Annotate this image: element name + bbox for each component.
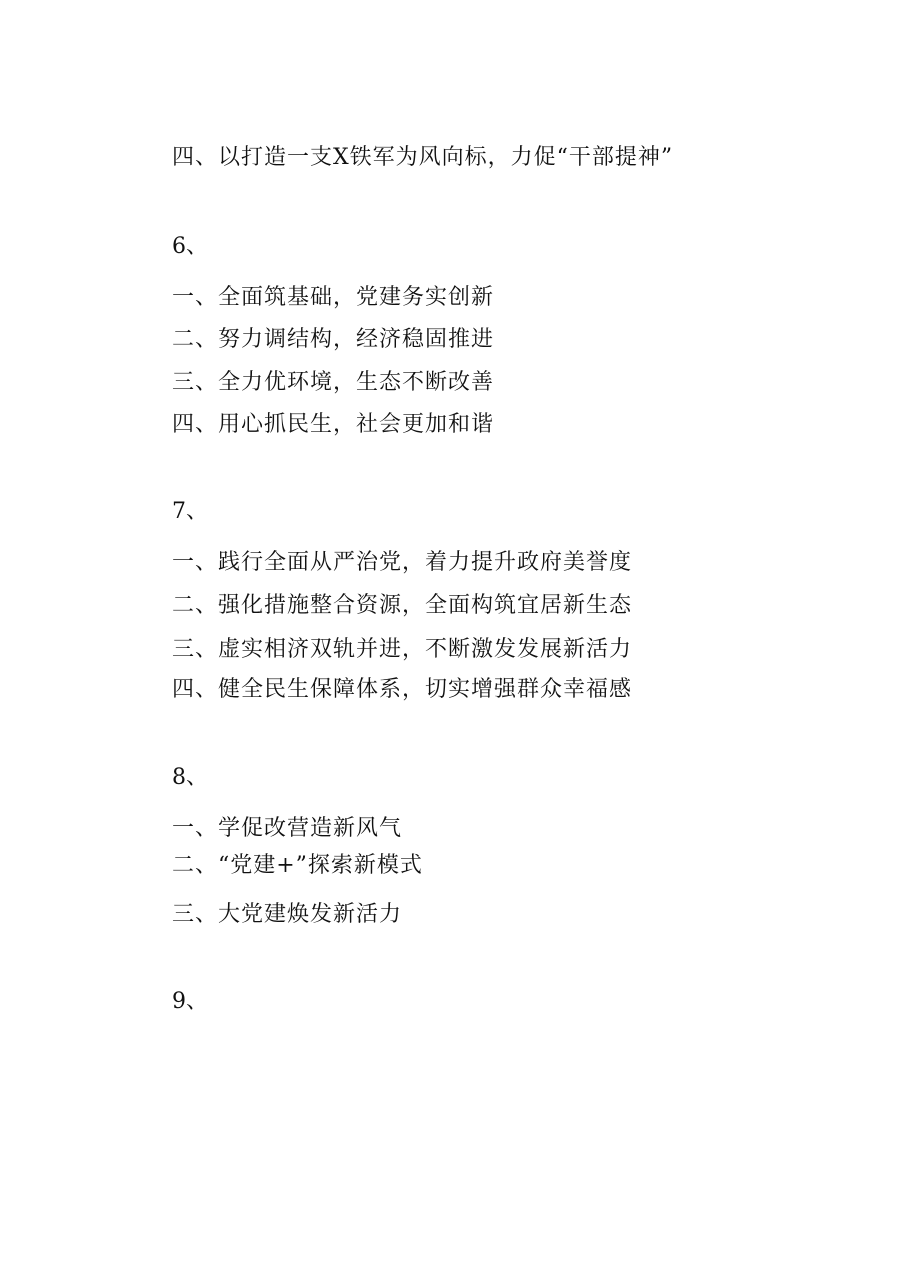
outline-item: 一、全面筑基础，党建务实创新	[172, 285, 495, 310]
outline-item: 二、强化措施整合资源，全面构筑宜居新生态	[172, 593, 633, 618]
outline-item: 三、虚实相济双轨并进，不断激发发展新活力	[172, 637, 633, 662]
outline-item: 一、践行全面从严治党，着力提升政府美誉度	[172, 550, 633, 575]
outline-item: 四、健全民生保障体系，切实增强群众幸福感	[172, 677, 633, 702]
section-number: 6、	[172, 234, 208, 259]
outline-item: 三、大党建焕发新活力	[172, 902, 403, 927]
section-number: 8、	[172, 765, 208, 790]
outline-item: 一、学促改营造新风气	[172, 816, 403, 841]
outline-item: 二、努力调结构，经济稳固推进	[172, 327, 495, 352]
section-number: 7、	[172, 499, 208, 524]
section-number: 9、	[172, 989, 208, 1014]
outline-item: 四、以打造一支X铁军为风向标，力促“干部提神”	[172, 145, 674, 170]
outline-item: 三、全力优环境，生态不断改善	[172, 370, 495, 395]
outline-item: 四、用心抓民生，社会更加和谐	[172, 412, 495, 437]
outline-item: 二、“党建+”探索新模式	[172, 853, 423, 878]
